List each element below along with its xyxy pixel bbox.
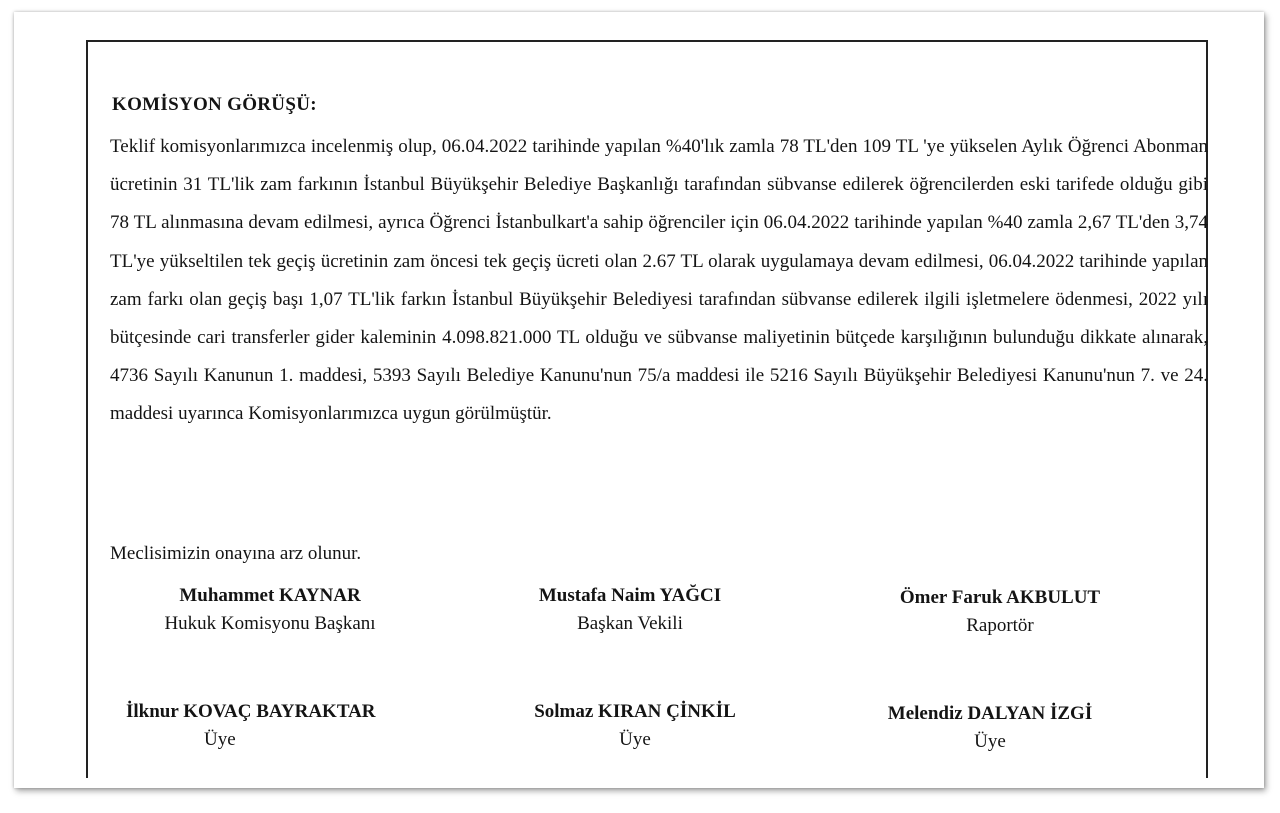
signatory-name: Mustafa Naim YAĞCI: [538, 585, 722, 606]
signatory-2: [480, 582, 780, 638]
signatory-name: Ömer Faruk AKBULUT: [899, 587, 1101, 608]
signatory-4: [126, 698, 486, 754]
signatory-role: Başkan Vekili: [577, 613, 683, 634]
signatory-role: Hukuk Komisyonu Başkanı: [164, 613, 376, 634]
signatory-role: Üye: [204, 729, 236, 750]
signatory-role: Üye: [974, 731, 1006, 752]
signatory-role: Üye: [619, 729, 651, 750]
heading: KOMİSYON GÖRÜŞÜ:: [112, 94, 317, 115]
signatory-1: [120, 582, 420, 638]
signatory-name: Melendiz DALYAN İZGİ: [887, 703, 1093, 724]
signatory-name: Solmaz KIRAN ÇİNKİL: [534, 701, 736, 722]
body-paragraph: Teklif komisyonlarımızca incelenmiş olup, 06.04.2022 tarihinde yapılan %40'lık zamla 78 TL'den 109 TL 'ye yükselen Aylık Öğrenci Abonman ücretinin 31 TL'lik zam farkının İstanbul Büyükşehir Belediye Başkanlığı tarafından sübvanse edilerek öğrencilerden eski tarifede olduğu gibi 78 TL alınmasına devam edilmesi, ayrıca Öğrenci İstanbulkart'a sahip öğrenciler için 06.04.2022 tarihinde yapılan %40 zamla 2,67 TL'den 3,74 TL'ye yükseltilen tek geçiş ücretinin zam öncesi tek geçiş ücreti olan 2.67 TL olarak uygulamaya devam edilmesi, 06.04.2022 tarihinde yapılan zam farkı olan geçiş başı 1,07 TL'lik farkın İstanbul Büyükşehir Belediyesi tarafından sübvanse edilerek ilgili işletmelere ödenmesi, 2022 yılı bütçesinde cari transferler gider kaleminin 4.098.821.000 TL olduğu ve sübvanse maliyetinin bütçede karşılığının bulunduğu dikkate alınarak, 4736 Sayılı Kanunun 1. maddesi, 5393 Sayılı Belediye Kanunu'nun 75/a maddesi ile 5216 Sayılı Büyükşehir Belediyesi Kanunu'nun 7. ve 24. maddesi uyarınca Komisyonlarımızca uygun görülmüştür.: [110, 136, 1208, 425]
signatory-name: İlknur KOVAÇ BAYRAKTAR: [126, 701, 376, 722]
closing-line: Meclisimizin onayına arz olunur.: [110, 543, 362, 564]
signatory-name: Muhammet KAYNAR: [179, 585, 361, 606]
signatory-role: Raportör: [966, 615, 1034, 636]
signatory-5: [490, 698, 780, 754]
signatory-6: [845, 700, 1135, 756]
signatory-3: [850, 584, 1150, 640]
